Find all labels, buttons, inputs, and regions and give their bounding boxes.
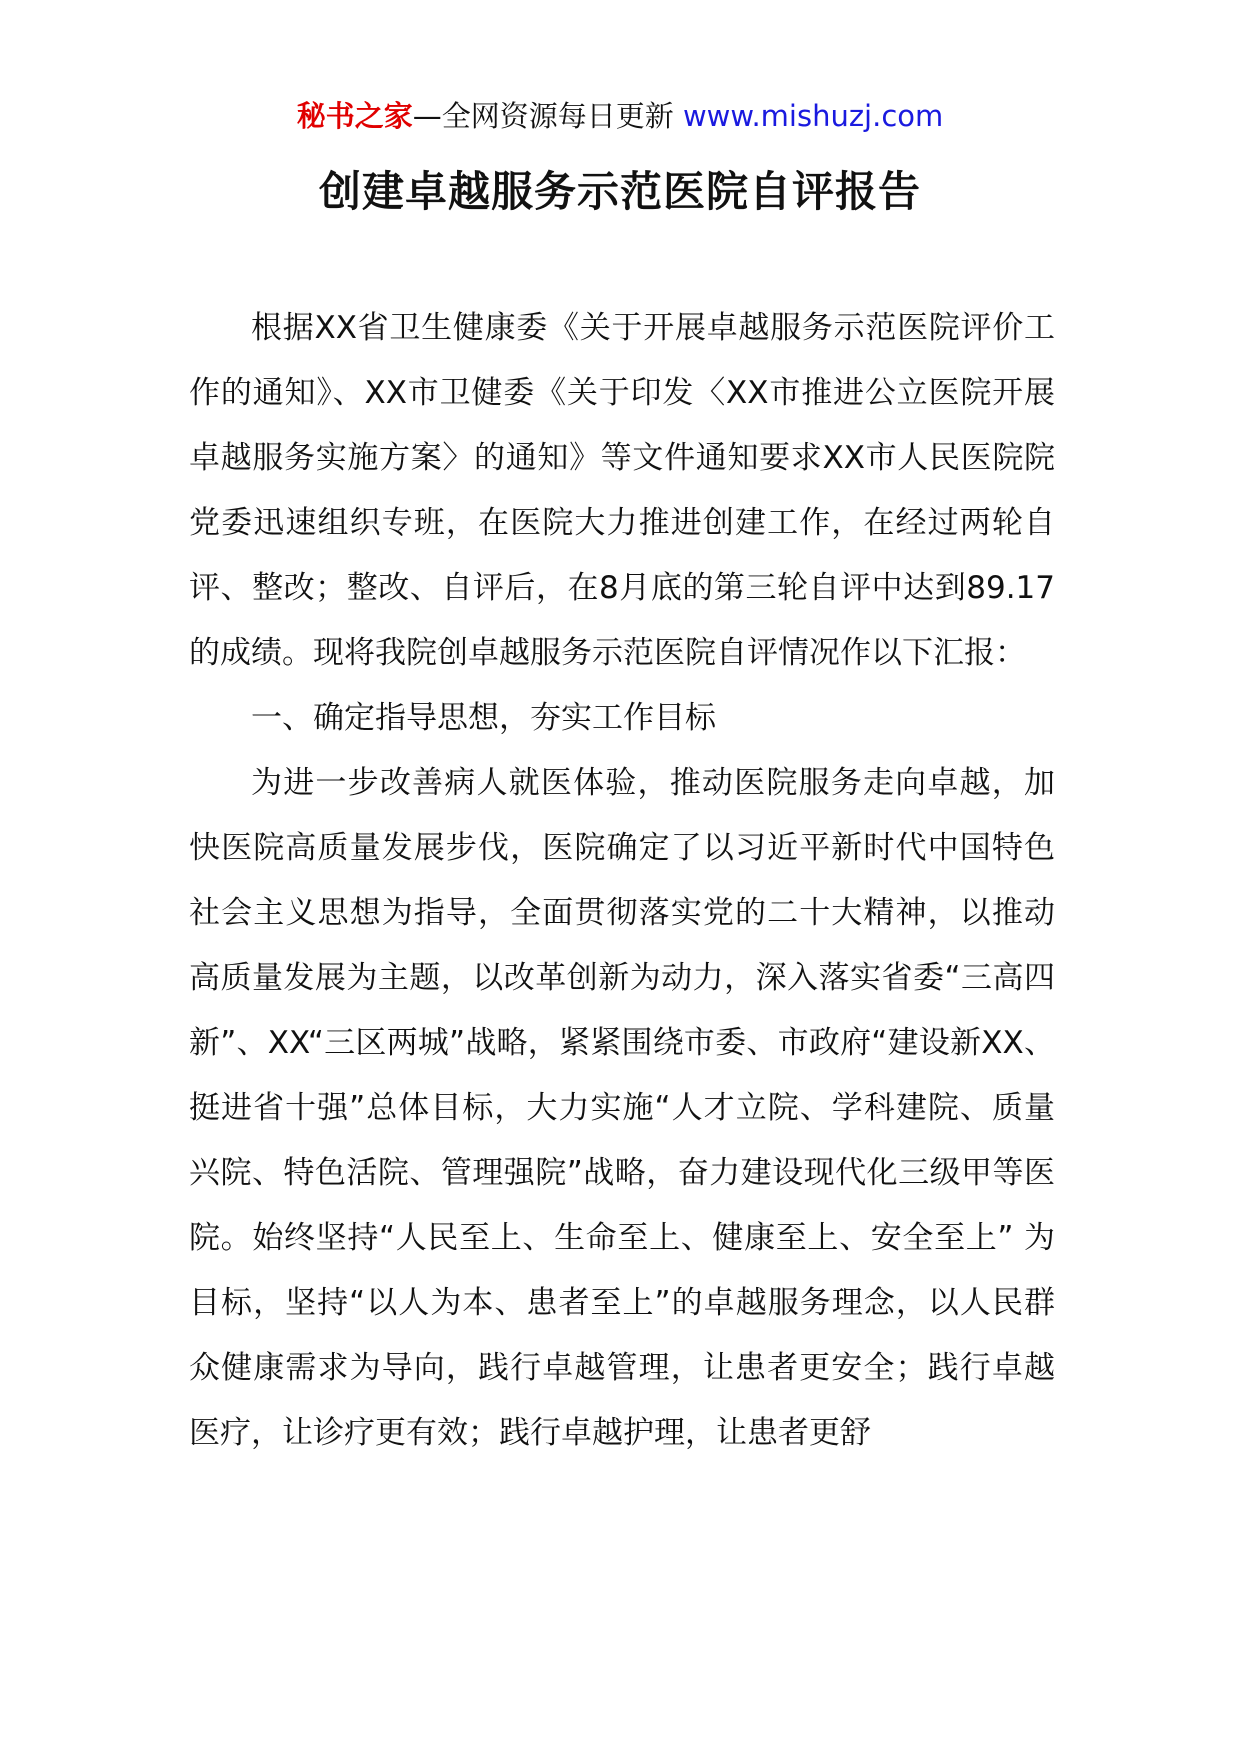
site-url-link[interactable]: www.mishuzj.com — [682, 99, 944, 133]
paragraph-intro: 根据XX省卫生健康委《关于开展卓越服务示范医院评价工作的通知》、XX市卫健委《关于印发〈XX市推进公立医院开展卓越服务实施方案〉的通知》等文件通知要求XX市人民医院院党委迅速组织专班，在医院大力推进创建工作，在经过两轮自评、整改；整改、自评后，在8月底的第三轮自评中达到89.17的成绩。现将我院创卓越服务示范医院自评情况作以下汇报： — [189, 310, 1055, 671]
site-brand: 秘书之家 — [296, 99, 413, 133]
document-body — [189, 296, 1055, 1466]
section-heading-1: 一、确定指导思想，夯实工作目标 — [251, 700, 716, 736]
site-header — [0, 96, 1240, 136]
document-title: 创建卓越服务示范医院自评报告 — [318, 167, 921, 216]
site-tagline: —全网资源每日更新 — [412, 99, 674, 133]
paragraph-guiding-thought: 为进一步改善病人就医体验，推动医院服务走向卓越，加快医院高质量发展步伐，医院确定了以习近平新时代中国特色社会主义思想为指导，全面贯彻落实党的二十大精神，以推动高质量发展为主题，以改革创新为动力，深入落实省委“三高四新”、XX“三区两城”战略，紧紧围绕市委、市政府“建设新XX、挺进省十强”总体目标，大力实施“人才立院、学科建院、质量兴院、特色活院、管理强院”战略，奋力建设现代化三级甲等医院。始终坚持“人民至上、生命至上、健康至上、安全至上” 为目标，坚持“以人为本、患者至上”的卓越服务理念，以人民群众健康需求为导向，践行卓越管理，让患者更安全；践行卓越医疗，让诊疗更有效；践行卓越护理，让患者更舒 — [189, 765, 1055, 1451]
